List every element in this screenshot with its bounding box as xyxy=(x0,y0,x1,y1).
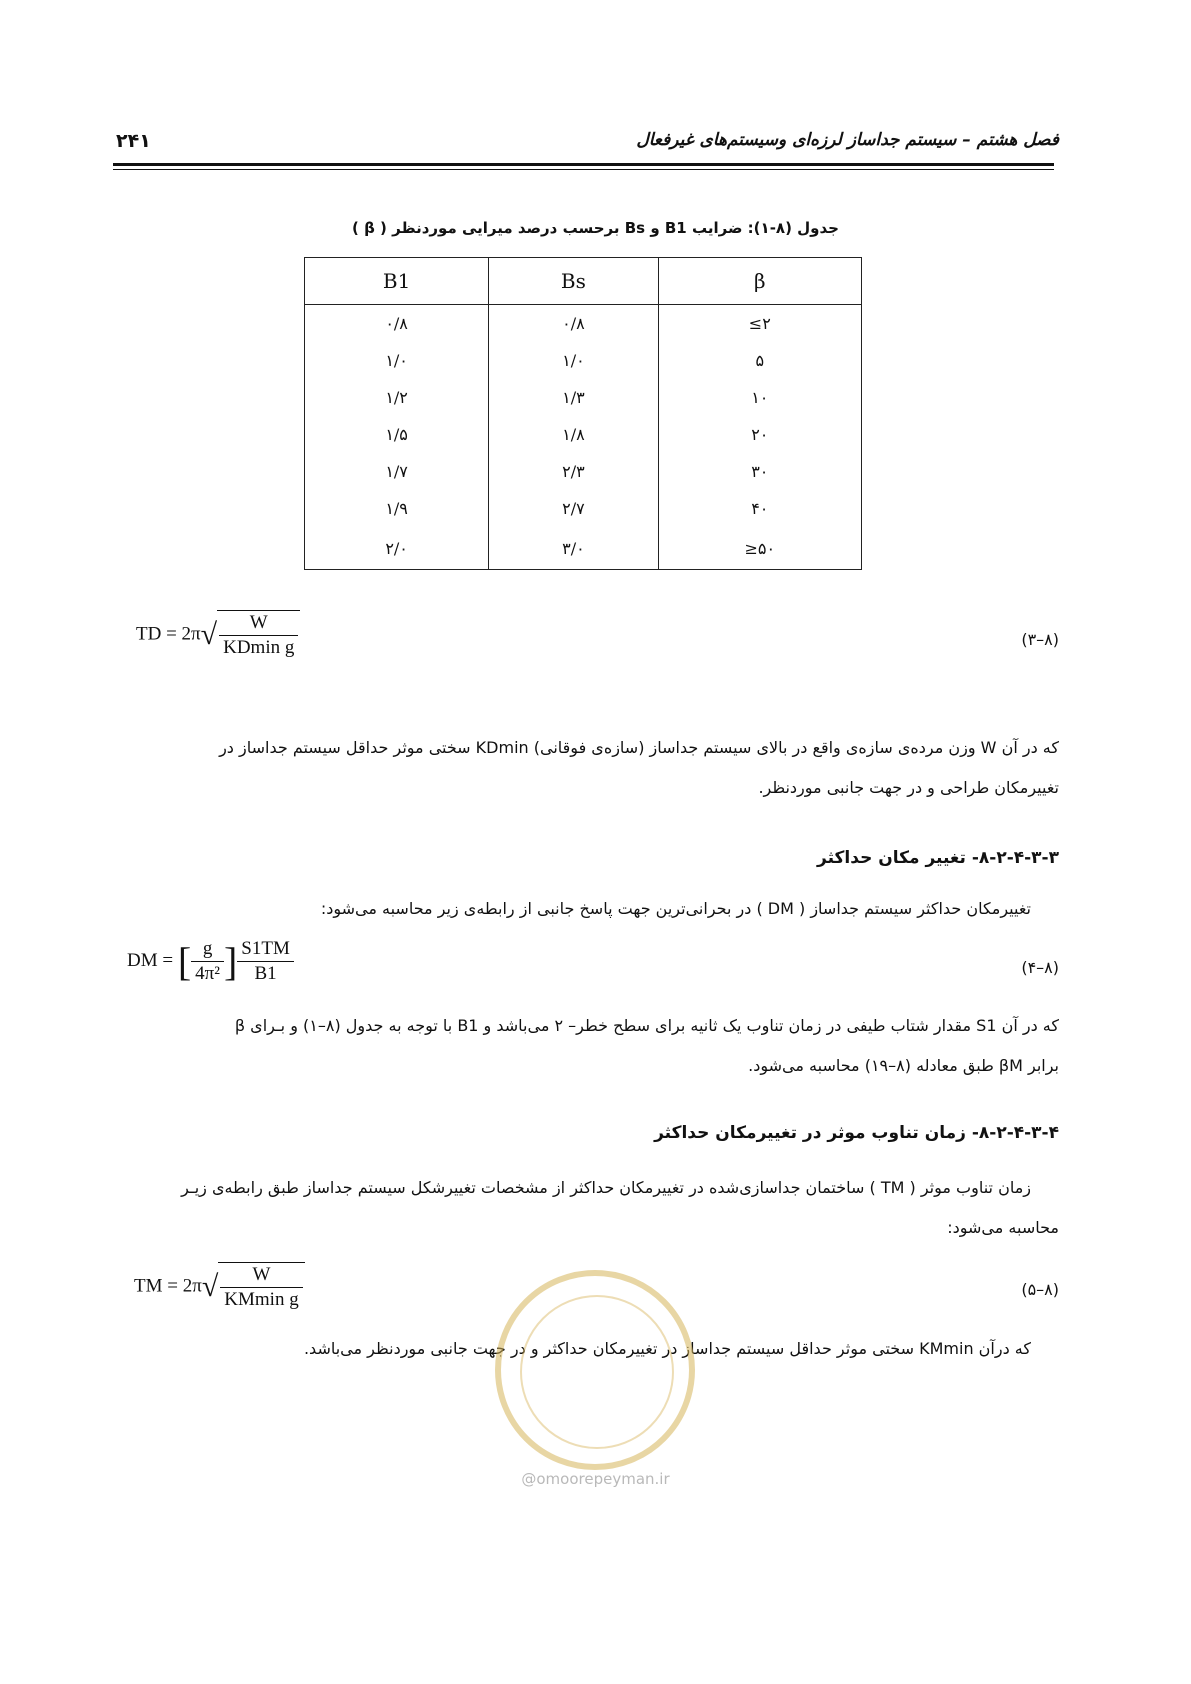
chapter-title: فصل هشتم – سیستم جداساز لرزه‌ای وسیستم‌های غیرفعال xyxy=(636,130,1059,150)
table-row xyxy=(305,305,862,343)
equation-td: TD = 2π√ $\frac{W}{\text{KDmin g}}$ xyxy=(136,610,300,660)
page-number: ۲۴۱ xyxy=(116,130,151,152)
col-header-b1: B1 xyxy=(305,258,489,305)
eq4-lhs: DM = xyxy=(127,949,174,971)
eq3-numerator: W xyxy=(219,611,298,636)
table-header-row xyxy=(305,258,862,305)
p4-line1: زمان تناوب موثر ( TM ) ساختمان جداسازی‌شده در تغییرمکان حداکثر از مشخصات تغییرشکل سیستم جداساز طبق رابطه‌ی زیـر xyxy=(181,1178,1031,1197)
paragraph-td-explanation xyxy=(113,728,1059,808)
equation-dm: DM = [ $\frac{g}{\text{4π²}}$ ] $\frac{S1TM}{B1}$ xyxy=(127,937,294,986)
header-rule-thin xyxy=(113,169,1054,170)
eq5-lhs: TM = 2π xyxy=(134,1275,202,1297)
p3-line2: برابر βM طبق معادله (۸–۱۹) محاسبه می‌شود. xyxy=(748,1056,1059,1075)
section-heading-effective-period: ۸-۲-۴-۳-۴- زمان تناوب موثر در تغییرمکان حداکثر xyxy=(654,1123,1059,1143)
paragraph-dm-explanation xyxy=(113,1006,1059,1086)
cell-b1: ۲/۰ xyxy=(305,527,489,570)
eq3-lhs: TD = 2π xyxy=(136,623,201,645)
cell-beta: ۵ xyxy=(658,342,861,379)
cell-b1: ۰/۸ xyxy=(305,305,489,343)
equation-tm: TM = 2π√ $\frac{W}{\text{KMmin g}}$ xyxy=(134,1262,305,1312)
cell-bs: ۲/۷ xyxy=(489,490,658,527)
p4-line2: محاسبه می‌شود: xyxy=(947,1218,1059,1237)
cell-bs: ۲/۳ xyxy=(489,453,658,490)
section-heading-max-displacement: ۸-۲-۴-۳-۳- تغییر مکان حداکثر xyxy=(817,848,1059,868)
cell-b1: ۱/۷ xyxy=(305,453,489,490)
paragraph-dm-intro: تغییرمکان حداکثر سیستم جداساز ( DM ) در بحرانی‌ترین جهت پاسخ جانبی از رابطه‌ی زیر محاسبه می‌شود: xyxy=(320,899,1031,918)
eq4-denominator-2: B1 xyxy=(254,963,277,984)
watermark-seal-inner-icon xyxy=(520,1295,674,1449)
eq5-numerator: W xyxy=(220,1263,302,1288)
cell-b1: ۱/۹ xyxy=(305,490,489,527)
col-header-bs: Bs xyxy=(489,258,658,305)
cell-bs: ۱/۳ xyxy=(489,379,658,416)
eq4-numerator-2: S1TM xyxy=(237,937,294,962)
cell-beta: ۱۰ xyxy=(658,379,861,416)
p3-line1: که در آن S1 مقدار شتاب طیفی در زمان تناوب یک ثانیه برای سطح خطر– ۲ می‌باشد و B1 با توجه به جدول (۸–۱) و بـرای β xyxy=(234,1016,1059,1035)
watermark-url: @omoorepeyman.ir xyxy=(521,1470,670,1488)
p1-line2: تغییرمکان طراحی و در جهت جانبی موردنظر. xyxy=(758,778,1059,797)
equation-number-3: (۸–۳) xyxy=(1021,630,1059,649)
cell-beta: ≥۵۰ xyxy=(658,527,861,570)
cell-beta: ۴۰ xyxy=(658,490,861,527)
table-row xyxy=(305,379,862,416)
cell-beta: ≤۲ xyxy=(658,305,861,343)
cell-beta: ۲۰ xyxy=(658,416,861,453)
cell-b1: ۱/۵ xyxy=(305,416,489,453)
damping-coefficients-table xyxy=(304,257,862,570)
equation-number-5: (۸–۵) xyxy=(1021,1280,1059,1299)
col-header-beta: β xyxy=(658,258,861,305)
eq3-denominator: KDmin g xyxy=(223,637,295,658)
table-row xyxy=(305,342,862,379)
cell-bs: ۱/۸ xyxy=(489,416,658,453)
cell-bs: ۱/۰ xyxy=(489,342,658,379)
table-row xyxy=(305,453,862,490)
cell-bs: ۰/۸ xyxy=(489,305,658,343)
eq4-numerator-1: g xyxy=(191,937,224,962)
table-row xyxy=(305,416,862,453)
eq4-denominator-1: 4π² xyxy=(195,963,220,984)
paragraph-tm-intro xyxy=(113,1168,1059,1248)
eq5-denominator: KMmin g xyxy=(224,1289,299,1310)
p1-line1: که در آن W وزن مرده‌ی سازه‌ی واقع در بالای سیستم جداساز (سازه‌ی فوقانی) KDmin سختی موثر حداقل سیستم جداساز در xyxy=(219,738,1059,757)
cell-beta: ۳۰ xyxy=(658,453,861,490)
equation-number-4: (۸–۴) xyxy=(1021,958,1059,977)
cell-bs: ۳/۰ xyxy=(489,527,658,570)
table-caption: جدول (۸-۱): ضرایب B1 و Bs برحسب درصد میرایی موردنظر ( β ) xyxy=(352,219,839,237)
paragraph-tm-explanation: که درآن KMmin سختی موثر حداقل سیستم جداساز در تغییرمکان حداکثر و در جهت جانبی موردنظر می‌باشد. xyxy=(303,1339,1031,1358)
cell-b1: ۱/۰ xyxy=(305,342,489,379)
table-row xyxy=(305,490,862,527)
header-rule-thick xyxy=(113,163,1054,166)
table-row xyxy=(305,527,862,570)
cell-b1: ۱/۲ xyxy=(305,379,489,416)
